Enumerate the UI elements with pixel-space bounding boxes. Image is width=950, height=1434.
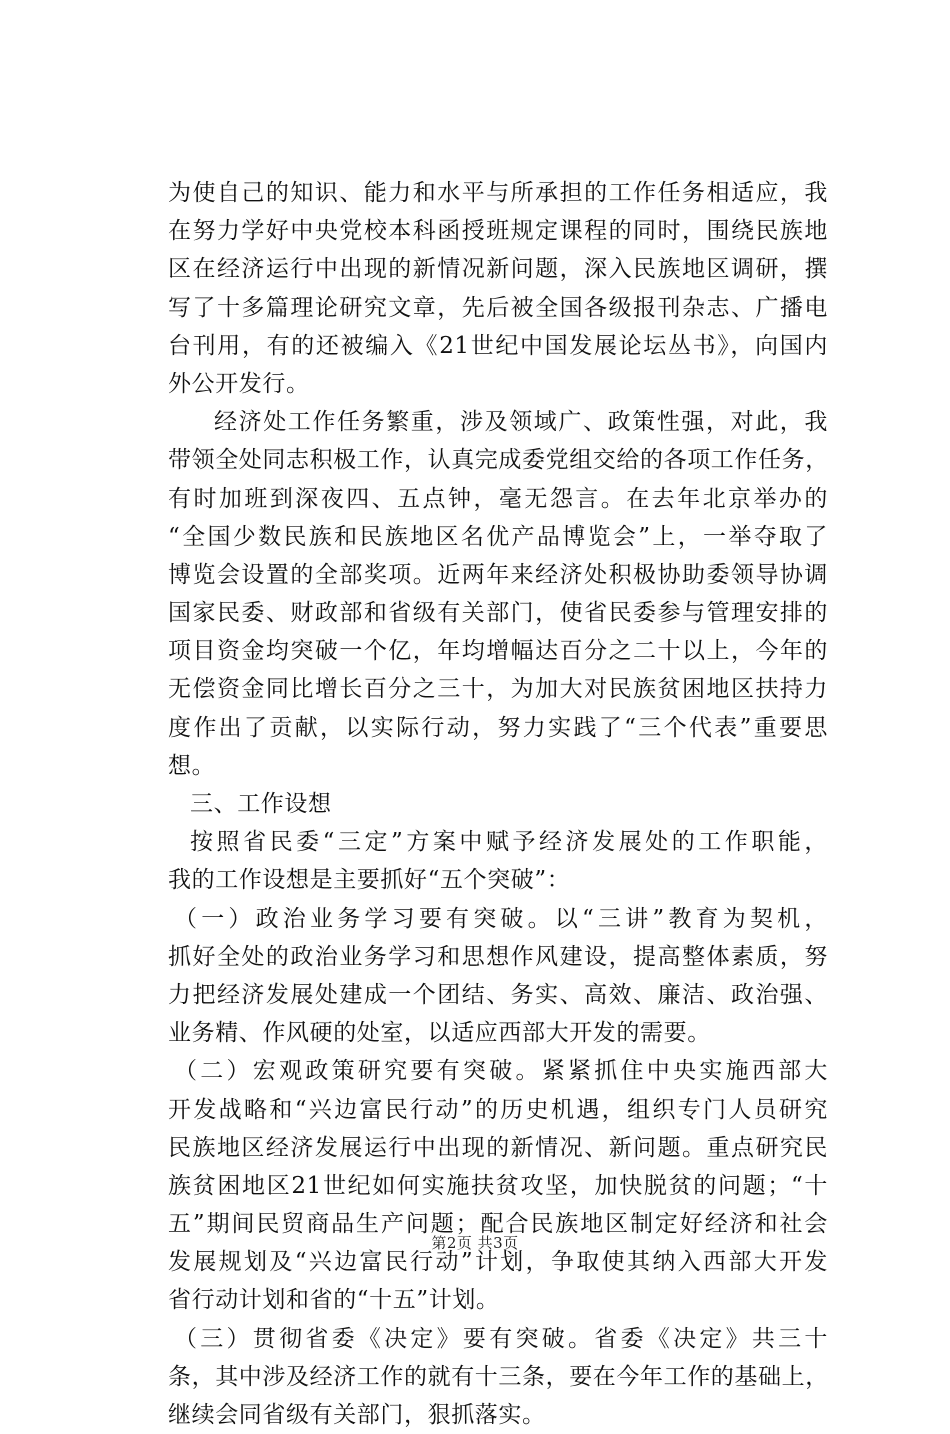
text-line: 抓好全处的政治业务学习和思想作风建设，提高整体素质，努 <box>168 943 828 970</box>
text-line: 我的工作设想是主要抓好“五个突破”： <box>168 867 571 894</box>
text-line: 业务精、作风硬的处室，以适应西部大开发的需要。 <box>168 1020 711 1047</box>
text-line: 五”期间民贸商品生产问题；配合民族地区制定好经济和社会 <box>168 1211 828 1238</box>
text-line: 区在经济运行中出现的新情况新问题，深入民族地区调研，撰 <box>168 256 828 283</box>
text-line: 开发战略和“兴边富民行动”的历史机遇，组织专门人员研究 <box>168 1096 828 1123</box>
text-line: 带领全处同志积极工作，认真完成委党组交给的各项工作任务， <box>168 447 829 474</box>
text-line: “全国少数民族和民族地区名优产品博览会”上，一举夺取了 <box>168 523 828 550</box>
text-line: 力把经济发展处建成一个团结、务实、高效、廉洁、政治强、 <box>168 981 828 1008</box>
text-line: 条，其中涉及经济工作的就有十三条，要在今年工作的基础上， <box>168 1363 829 1390</box>
text-line: 有时加班到深夜四、五点钟，毫无怨言。在去年北京举办的 <box>168 485 828 512</box>
text-line: 按照省民委“三定”方案中赋予经济发展处的工作职能， <box>190 829 828 856</box>
text-line: （三）贯彻省委《决定》要有突破。省委《决定》共三十 <box>174 1325 828 1352</box>
text-line: 外公开发行。 <box>168 370 310 397</box>
text-line: 写了十多篇理论研究文章，先后被全国各级报刊杂志、广播电 <box>168 294 828 321</box>
text-line: 经济处工作任务繁重，涉及领域广、政策性强，对此，我 <box>214 409 828 436</box>
section-heading: 三、工作设想 <box>190 791 332 817</box>
text-line: 无偿资金同比增长百分之三十，为加大对民族贫困地区扶持力 <box>168 676 828 703</box>
text-line: 想。 <box>168 752 216 779</box>
text-line: 在努力学好中央党校本科函授班规定课程的同时，围绕民族地 <box>168 218 828 245</box>
text-line: 省行动计划和省的“十五”计划。 <box>168 1287 500 1314</box>
text-line: （二）宏观政策研究要有突破。紧紧抓住中央实施西部大 <box>174 1058 828 1085</box>
text-line: 博览会设置的全部奖项。近两年来经济处积极协助委领导协调 <box>168 561 828 588</box>
text-line: 民族地区经济发展运行中出现的新情况、新问题。重点研究民 <box>168 1134 828 1161</box>
text-line: 族贫困地区21世纪如何实施扶贫攻坚，加快脱贫的问题；“十 <box>168 1172 828 1199</box>
page-footer: 第2页 共3页 <box>431 1234 519 1252</box>
text-line: 台刊用，有的还被编入《21世纪中国发展论坛丛书》，向国内 <box>168 332 828 359</box>
text-line: 度作出了贡献，以实际行动，努力实践了“三个代表”重要思 <box>168 714 828 741</box>
text-line: 发展规划及“兴边富民行动”计划，争取使其纳入西部大开发 <box>168 1249 828 1276</box>
text-line: 国家民委、财政部和省级有关部门，使省民委参与管理安排的 <box>168 600 828 627</box>
text-line: （一）政治业务学习要有突破。以“三讲”教育为契机， <box>174 905 828 932</box>
text-line: 继续会同省级有关部门，狠抓落实。 <box>168 1402 546 1428</box>
text-line: 为使自己的知识、能力和水平与所承担的工作任务相适应，我 <box>168 180 828 206</box>
text-line: 项目资金均突破一个亿，年均增幅达百分之二十以上，今年的 <box>168 638 828 665</box>
